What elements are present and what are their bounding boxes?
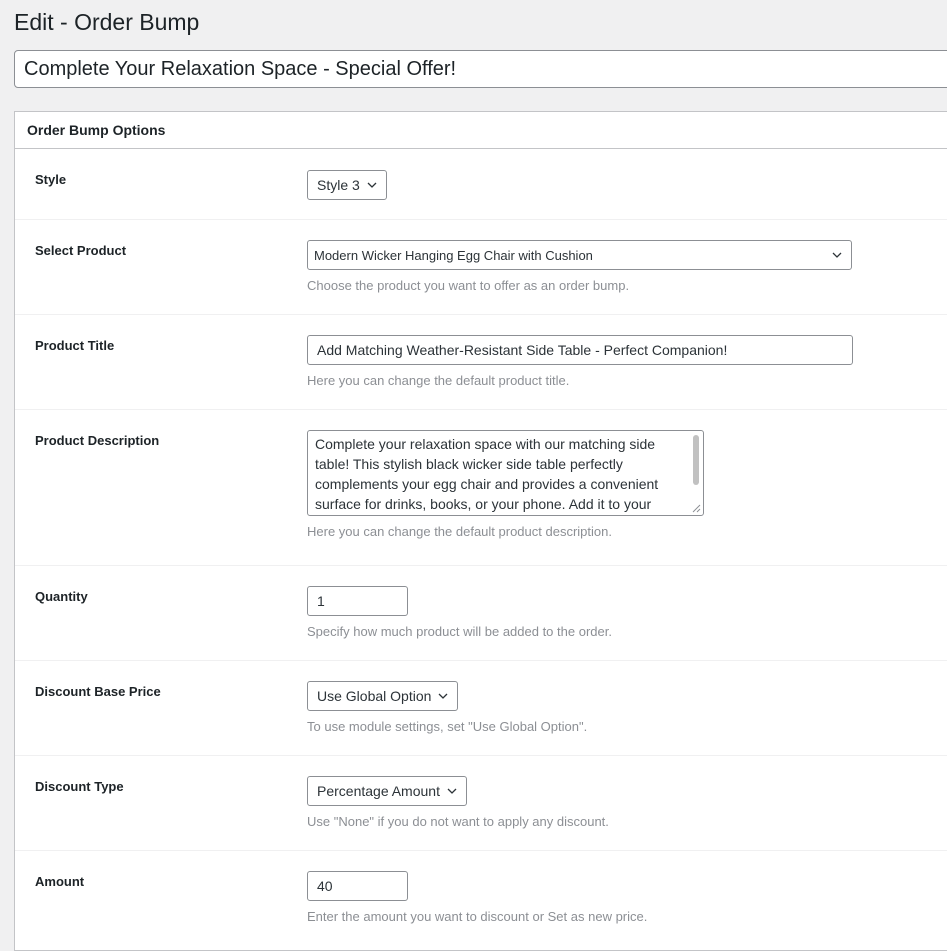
amount-row [15,851,947,951]
discount-base-price-value: Use Global Option [317,688,432,704]
quantity-label: Quantity [35,589,88,604]
product-description-label: Product Description [35,433,160,448]
product-title-help: Here you can change the default product title. [307,373,570,388]
discount-base-price-row [15,661,947,756]
chevron-down-icon [831,249,843,261]
product-description-row [15,410,947,566]
select-product-label: Select Product [35,243,127,258]
product-description-text: Complete your relaxation space with our matching side table! This stylish black wicker side table perfectly complements your egg chair and provides a convenient surface for drinks, books, or your phone. Add it to your [315,436,659,512]
quantity-input[interactable] [307,586,408,616]
discount-type-help: Use "None" if you do not want to apply any discount. [307,814,609,829]
order-bump-options-box [14,111,947,951]
discount-base-price-help: To use module settings, set "Use Global Option". [307,719,588,734]
chevron-down-icon [437,690,449,702]
textarea-scrollbar[interactable] [693,435,699,485]
product-title-row [15,315,947,410]
discount-base-price-select[interactable] [307,681,458,711]
quantity-row [15,566,947,661]
post-title-input[interactable] [14,50,947,88]
product-title-label: Product Title [35,338,115,353]
style-row [15,149,947,220]
discount-type-select[interactable] [307,776,467,806]
options-box-heading[interactable]: Order Bump Options [15,112,947,149]
resize-handle-icon[interactable] [692,504,701,513]
discount-type-row [15,756,947,851]
product-title-input[interactable] [307,335,853,365]
product-select-value: Modern Wicker Hanging Egg Chair with Cushion [314,247,593,263]
amount-help: Enter the amount you want to discount or Set as new price. [307,909,648,924]
product-description-textarea[interactable] [307,430,704,516]
quantity-help: Specify how much product will be added to the order. [307,624,612,639]
chevron-down-icon [446,785,458,797]
product-description-help: Here you can change the default product description. [307,524,612,539]
product-select[interactable] [307,240,852,270]
select-product-help: Choose the product you want to offer as an order bump. [307,278,630,293]
discount-type-value: Percentage Amount [317,783,440,799]
amount-label: Amount [35,874,85,889]
style-select[interactable] [307,170,387,200]
style-select-value: Style 3 [317,177,360,193]
select-product-row [15,220,947,315]
discount-type-label: Discount Type [35,779,124,794]
chevron-down-icon [366,179,378,191]
amount-input[interactable] [307,871,408,901]
discount-base-price-label: Discount Base Price [35,684,161,699]
page-title: Edit - Order Bump [14,9,200,35]
style-label: Style [35,172,67,187]
